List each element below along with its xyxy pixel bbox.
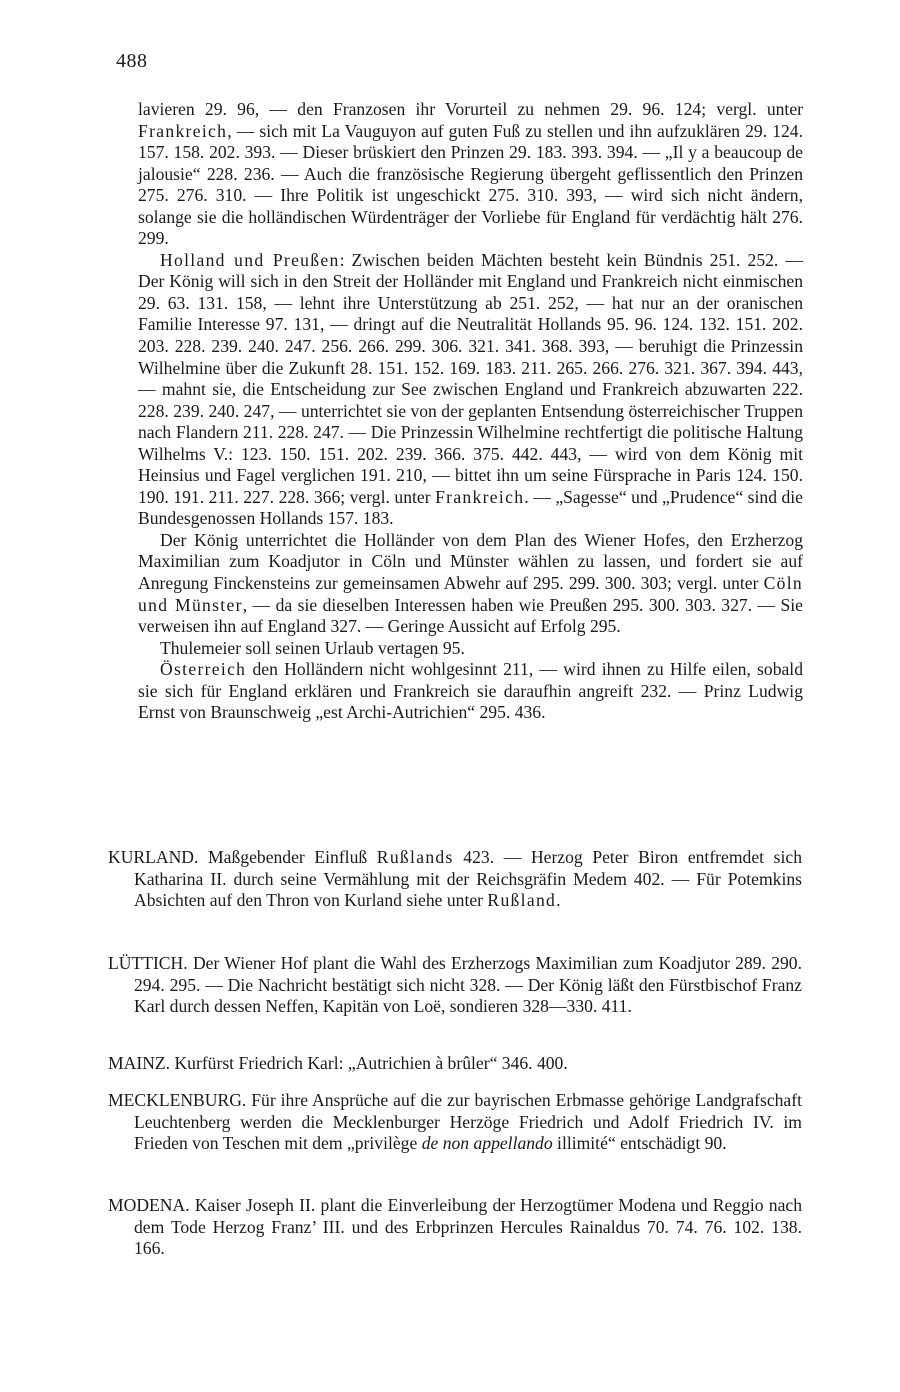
text-run: KURLAND. Maßgebender Einfluß [108,847,377,867]
paragraph [138,530,803,638]
text-run: 423. — Herzog Peter Biron entfremdet sich Katharina II. durch seine Vermählung mit der Reichsgräfin Medem 402. — Für Potemkins Absichten auf den Thron von Kurland siehe unter [134,847,802,911]
text-run: MECKLENBURG. Für ihre Ansprüche auf die zur bayrischen Erbmasse gehörige Landgrafschaft Leuchtenberg werden die Mecklenburger Herzöge Friedrich und Adolf Friedrich IV. im Frieden von Teschen mit dem „privilège [108,1090,802,1154]
text-run: MODENA. Kaiser Joseph II. plant die Einverleibung der Herzogtümer Modena und Reggio nach dem Tode Herzog Franz’ III. und des Erbprinzen Hercules Rainaldus 70. 74. 76. 102. 138. 166. [108,1195,802,1259]
text-run: . [556,890,561,911]
text-run: Cöln und Münster [138,573,803,615]
holland-section [138,99,803,724]
text-run: Holland und Preußen [160,249,340,270]
paragraph [138,99,803,250]
text-run: Frankreich [435,486,525,507]
text-run: Frankreich [138,120,228,141]
text-run: lavieren 29. 96, — den Franzosen ihr Vorurteil zu nehmen 29. 96. 124; vergl. unter [138,99,803,119]
text-run: . — „Sagesse“ und „Prudence“ sind die Bundesgenossen Hollands 157. 183. [138,486,803,529]
text-run: Österreich [160,659,247,680]
text-run: Rußlands [376,847,454,867]
entry-mainz [108,1053,802,1075]
entry-mecklenburg [108,1090,802,1155]
text-run: illimité“ entschädigt 90. [552,1133,727,1154]
entry-luettich [108,953,802,1018]
text-run: Rußland [487,890,557,911]
text-run: , — da sie dieselben Interessen haben wie Preußen 295. 300. 303. 327. — Sie verweisen ihn auf England 327. — Geringe Aussicht auf Erfolg 295. [138,594,803,637]
paragraph [138,659,803,724]
paragraph [138,638,803,660]
entry-modena [108,1195,802,1260]
text-run: LÜTTICH. Der Wiener Hof plant die Wahl des Erzherzogs Maximilian zum Koadjutor 289. 290. 294. 295. — Die Nachricht bestätigt sich nicht 328. — Der König läßt den Fürstbischof Franz Karl durch dessen Neffen, Kapitän von Loë, sondieren 328—330. 411. [108,953,802,1017]
text-run: : Zwischen beiden Mächten besteht kein Bündnis 251. 252. — Der König will sich in den Streit der Holländer mit England und Frankreich nicht einmischen 29. 63. 131. 158, — lehnt ihre Unterstützung ab 251. 252, — hat nur an der oranischen Familie Interesse 97. 131, — dringt auf die Neutralität Hollands 95. 96. 124. 132. 151. 202. 203. 228. 239. 240. 247. 256. 266. 299. 306. 321. 341. 368. 393, — beruhigt die Prinzessin Wilhelmine über die Zukunft 28. 151. 152. 169. 183. 211. 265. 266. 276. 321. 367. 394. 443, — mahnt sie, die Entscheidung zur See zwischen England und Frankreich abzuwarten 222. 228. 239. 240. 247, — unterrichtet sie von der geplanten Entsendung österreichischer Truppen nach Flandern 211. 228. 247. — Die Prinzessin Wilhelmine rechtfertigt die politische Haltung Wilhelms V.: 123. 150. 151. 202. 239. 366. 375. 442. 443, — wird von dem König mit Heinsius und Fagel verglichen 191. 210, — bittet ihn um seine Fürsprache in Paris 124. 150. 190. 191. 211. 227. 228. 366; vergl. unter [138,249,803,507]
text-run: de non appellando [421,1133,553,1154]
text-run: Thulemeier soll seinen Urlaub vertagen 95. [160,637,465,658]
entry-kurland [108,847,802,912]
text-run: MAINZ. Kurfürst Friedrich Karl: „Autrichien à brûler“ 346. 400. [108,1053,568,1073]
paragraph [138,250,803,530]
text-run: , — sich mit La Vauguyon auf guten Fuß zu stellen und ihn aufzuklären 29. 124. 157. 158. 202. 393. — Dieser brüskiert den Prinzen 29. 183. 393. 394. — „Il y a beaucoup de jalousie“ 228. 236. — Auch die französische Regierung übergeht geflissentlich den Prinzen 275. 276. 310. — Ihre Politik ist ungeschickt 275. 310. 393, — wird sich nicht ändern, solange sie die holländischen Würdenträger der Vorliebe für England für verdächtig hält 276. 299. [138,120,803,249]
text-run: Der König unterrichtet die Holländer von dem Plan des Wiener Hofes, den Erzherzog Maximilian zum Koadjutor in Cöln und Münster wählen zu lassen, und fordert sie auf Anregung Finckensteins zur gemeinsamen Abwehr auf 295. 299. 300. 303; vergl. unter [138,529,803,594]
text-run: den Holländern nicht wohlgesinnt 211, — wird ihnen zu Hilfe eilen, sobald sie sich für England erklären und Frankreich sie daraufhin angreift 232. — Prinz Ludwig Ernst von Braunschweig „est Archi-Autrichien“ 295. 436. [138,659,803,723]
page-number: 488 [116,50,148,72]
